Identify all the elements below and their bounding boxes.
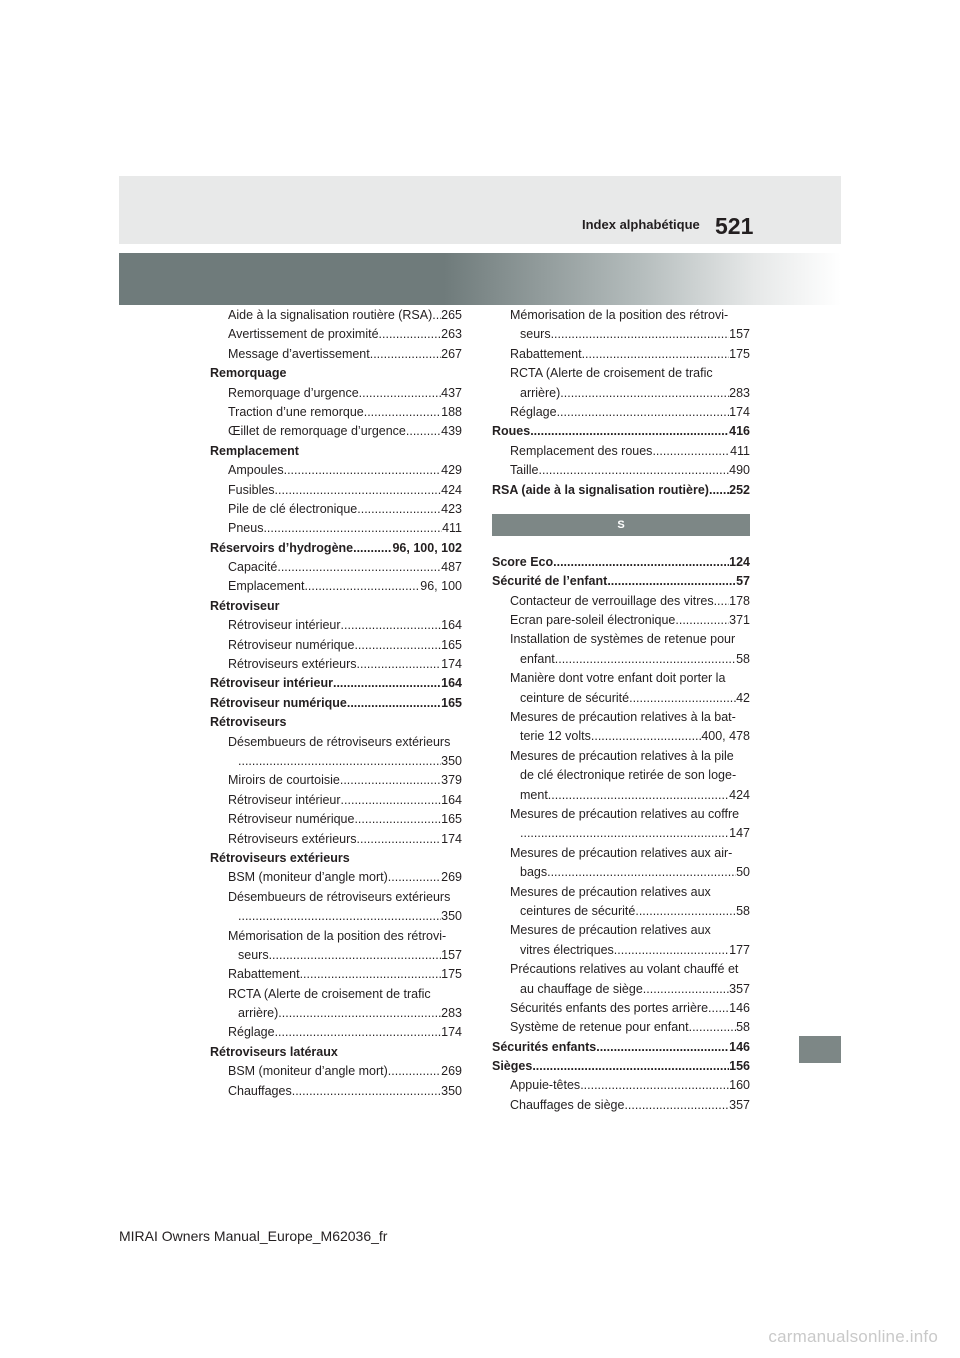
index-page-ref: 429 <box>441 463 462 478</box>
index-heading <box>210 442 462 461</box>
index-entry-text: Rétroviseurs extérieurs <box>228 657 357 672</box>
index-entry <box>492 650 750 669</box>
index-entry <box>492 461 750 480</box>
index-page-ref: 411 <box>442 521 462 536</box>
dot-leader <box>539 461 730 480</box>
index-entry-text: Pile de clé électronique <box>228 501 358 516</box>
dot-leader <box>238 907 441 926</box>
index-entry-text: Rétroviseurs extérieurs <box>228 831 357 846</box>
section-letter-s: S <box>492 514 750 536</box>
index-entry-text: Rétroviseur intérieur <box>228 792 341 807</box>
index-entry-text: Emplacement <box>228 579 305 594</box>
index-heading-text: Rétroviseurs extérieurs <box>210 850 350 865</box>
dot-leader <box>269 946 442 965</box>
index-entry <box>210 830 462 849</box>
index-entry-text: Rabattement <box>228 967 300 982</box>
index-entry-text: Réglage <box>228 1025 275 1040</box>
index-entry-line: Désembueurs de rétroviseurs extérieurs <box>228 734 451 749</box>
index-entry <box>210 791 462 810</box>
index-entry <box>210 558 462 577</box>
index-entry <box>492 999 750 1018</box>
index-page-ref: 174 <box>441 657 462 672</box>
index-page-ref: 269 <box>441 1064 462 1079</box>
index-entry-line: Précautions relatives au volant chauffé et <box>510 962 739 977</box>
index-entry-text: Sécurités enfants des portes arrière <box>510 1000 709 1015</box>
index-page-ref: 350 <box>441 753 462 768</box>
index-entry <box>210 752 462 771</box>
index-page-ref: 379 <box>441 773 462 788</box>
index-entry <box>210 694 462 713</box>
index-entry-text: bags <box>520 865 548 880</box>
index-entry <box>492 689 750 708</box>
index-page-ref: 157 <box>729 327 750 342</box>
index-page-ref: 283 <box>729 385 750 400</box>
index-entry-text: Appuie-têtes <box>510 1078 581 1093</box>
index-entry-text: ment <box>520 787 548 802</box>
dot-leader <box>557 403 730 422</box>
index-entry-line: Mesures de précaution relatives à la bat- <box>510 710 736 725</box>
index-page-ref: 124 <box>729 554 750 569</box>
index-page-ref: 156 <box>729 1059 750 1074</box>
index-entry <box>210 539 462 558</box>
index-entry <box>210 345 462 364</box>
index-entry-text: Taille <box>510 463 539 478</box>
index-entry-text: Rétroviseur numérique <box>228 812 355 827</box>
index-entry <box>492 442 750 461</box>
index-entry <box>492 481 750 500</box>
dot-leader <box>596 1038 729 1057</box>
index-entry <box>210 810 462 829</box>
index-page-ref: 357 <box>729 1097 750 1112</box>
index-entry <box>210 577 462 596</box>
index-entry <box>210 422 462 441</box>
index-page-ref: 350 <box>441 909 462 924</box>
watermark: carmanualsonline.info <box>768 1327 938 1346</box>
index-entry-text: seurs <box>238 947 269 962</box>
index-entry <box>492 1018 750 1037</box>
dot-leader <box>333 674 441 693</box>
index-page-ref: 174 <box>729 404 750 419</box>
index-page-ref: 267 <box>441 346 462 361</box>
index-entry <box>210 325 462 344</box>
dot-leader <box>292 1082 441 1101</box>
index-entry <box>492 863 750 882</box>
dot-leader <box>379 325 442 344</box>
index-entry <box>492 1038 750 1057</box>
dot-leader <box>357 500 441 519</box>
index-entry-text: Miroirs de courtoisie <box>228 773 340 788</box>
index-page-ref: 157 <box>441 947 462 962</box>
index-entry-text: ceinture de sécurité <box>520 690 630 705</box>
index-entry-text: Rétroviseur intérieur <box>210 676 333 691</box>
index-entry-text: Rétroviseur numérique <box>210 695 347 710</box>
index-entry-text: BSM (moniteur d’angle mort) <box>228 1064 388 1079</box>
index-entry-text: Remorquage d’urgence <box>228 385 359 400</box>
dot-leader <box>388 868 441 887</box>
index-entry <box>492 980 750 999</box>
dot-leader <box>591 727 701 746</box>
dot-leader <box>689 1018 737 1037</box>
index-page-ref: 357 <box>729 981 750 996</box>
index-page-ref: 165 <box>441 812 462 827</box>
index-page-ref: 439 <box>441 424 462 439</box>
index-entry <box>492 1076 750 1095</box>
dot-leader <box>614 941 729 960</box>
index-entry-text: Traction d’une remorque <box>228 404 364 419</box>
dot-leader <box>432 306 441 325</box>
index-entry-text: seurs <box>520 327 551 342</box>
index-entry-text: Réservoirs d’hydrogène <box>210 540 354 555</box>
index-entry-text: arrière) <box>520 385 561 400</box>
dot-leader <box>652 442 730 461</box>
dot-leader <box>635 902 736 921</box>
chapter-tab <box>799 1036 841 1063</box>
dot-leader <box>532 1057 729 1076</box>
index-page-ref: 58 <box>736 1020 750 1035</box>
index-entry-text: Œillet de remorquage d’urgence <box>228 424 406 439</box>
index-page-ref: 50 <box>736 865 750 880</box>
index-page-ref: 146 <box>729 1039 750 1054</box>
dot-leader <box>354 810 441 829</box>
index-entry-line: Mesures de précaution relatives aux air- <box>510 845 733 860</box>
index-entry <box>492 1096 750 1115</box>
index-entry-text: Chauffages de siège <box>510 1097 625 1112</box>
index-entry <box>210 616 462 635</box>
index-page-ref: 400, 478 <box>701 729 750 744</box>
dot-leader <box>278 1004 441 1023</box>
index-entry-line: Mesures de précaution relatives aux <box>510 884 711 899</box>
dot-leader <box>353 539 392 558</box>
index-entry-line: Mémorisation de la position des rétrovi- <box>510 308 729 322</box>
dot-leader <box>547 863 736 882</box>
index-page-ref: 188 <box>441 404 462 419</box>
index-entry <box>492 727 750 746</box>
index-page-ref: 174 <box>441 831 462 846</box>
index-page-ref: 58 <box>736 903 750 918</box>
index-entry <box>492 553 750 572</box>
index-page-ref: 283 <box>441 1006 462 1021</box>
index-entry <box>210 655 462 674</box>
index-page-ref: 57 <box>736 574 750 589</box>
dot-leader <box>560 384 729 403</box>
index-entry <box>210 674 462 693</box>
index-entry <box>210 519 462 538</box>
index-entry-line: RCTA (Alerte de croisement de trafic <box>228 986 431 1001</box>
index-entry <box>210 461 462 480</box>
dot-leader <box>300 965 442 984</box>
index-entry-text: ceintures de sécurité <box>520 903 636 918</box>
index-heading <box>210 597 462 616</box>
index-entry <box>210 907 462 926</box>
index-entry <box>210 500 462 519</box>
dot-leader <box>520 824 729 843</box>
index-entry-line: Mesures de précaution relatives aux <box>510 923 711 938</box>
index-entry <box>210 306 462 325</box>
index-entry <box>492 592 750 611</box>
index-page-ref: 164 <box>441 792 462 807</box>
dot-leader <box>275 481 442 500</box>
dot-leader <box>548 786 729 805</box>
index-heading-text: Rétroviseurs <box>210 715 287 730</box>
dot-leader <box>530 422 729 441</box>
index-entry <box>492 1057 750 1076</box>
dot-leader <box>712 481 729 500</box>
index-entry-text: Rétroviseur numérique <box>228 637 355 652</box>
dot-leader <box>364 403 441 422</box>
index-entry-text: enfant <box>520 651 555 666</box>
dot-leader <box>582 345 730 364</box>
index-heading <box>210 849 462 868</box>
index-entry <box>492 384 750 403</box>
index-page-ref: 58 <box>736 651 750 666</box>
index-entry-line: Mémorisation de la position des rétrovi- <box>228 928 447 943</box>
dot-leader <box>359 384 442 403</box>
dot-leader <box>347 694 441 713</box>
index-entry-line: RCTA (Alerte de croisement de trafic <box>510 366 713 381</box>
index-heading-text: Rétroviseur <box>210 598 280 613</box>
index-entry-text: Réglage <box>510 404 557 419</box>
dot-leader <box>629 689 736 708</box>
index-page-ref: 165 <box>441 637 462 652</box>
index-page-ref: 371 <box>729 613 750 628</box>
index-page-ref: 96, 100, 102 <box>392 540 462 555</box>
index-entry-text: vitres électriques <box>520 942 614 957</box>
index-entry-text: arrière) <box>238 1006 279 1021</box>
index-page-ref: 146 <box>729 1000 750 1015</box>
dot-leader <box>406 422 441 441</box>
index-heading-text: Remorquage <box>210 366 287 381</box>
index-entry-line: Installation de systèmes de retenue pour <box>510 632 736 647</box>
index-entry-text: Sièges <box>492 1059 533 1074</box>
header-bar <box>119 253 841 305</box>
index-page-ref: 269 <box>441 870 462 885</box>
index-page-ref: 411 <box>730 443 750 458</box>
index-entry <box>210 946 462 965</box>
index-entry-text: Contacteur de verrouillage des vitres <box>510 593 714 608</box>
index-entry-text: Score Eco <box>492 554 554 569</box>
index-page-ref: 252 <box>729 482 750 497</box>
index-page-ref: 177 <box>729 942 750 957</box>
index-entry-text: Message d’avertissement <box>228 346 370 361</box>
section-title: Index alphabétique <box>582 217 700 232</box>
index-column-right <box>492 306 750 1115</box>
index-column-left <box>210 306 462 1101</box>
dot-leader <box>304 577 420 596</box>
index-entry <box>492 786 750 805</box>
index-entry-line: Mesures de précaution relatives à la pile <box>510 748 734 763</box>
index-entry <box>210 403 462 422</box>
index-page-ref: 490 <box>729 463 750 478</box>
page-number: 521 <box>715 213 754 239</box>
index-entry <box>492 345 750 364</box>
index-entry <box>210 1082 462 1101</box>
index-entry <box>492 422 750 441</box>
index-heading <box>210 364 462 383</box>
index-entry-text: Ampoules <box>228 463 284 478</box>
dot-leader <box>624 1096 729 1115</box>
index-entry <box>492 611 750 630</box>
index-entry <box>492 824 750 843</box>
index-entry <box>210 868 462 887</box>
index-entry <box>492 403 750 422</box>
index-entry-text: Sécurités enfants <box>492 1039 597 1054</box>
index-entry <box>210 1062 462 1081</box>
index-entry-line: Manière dont votre enfant doit porter la <box>510 671 726 686</box>
index-page-ref: 350 <box>441 1083 462 1098</box>
index-entry-text: Fusibles <box>228 482 275 497</box>
dot-leader <box>238 752 441 771</box>
index-page-ref: 423 <box>441 501 462 516</box>
index-entry-text: Avertissement de proximité <box>228 327 379 342</box>
index-entry <box>210 481 462 500</box>
index-page-ref: 160 <box>729 1078 750 1093</box>
index-entry-text: Capacité <box>228 560 278 575</box>
index-page-ref: 265 <box>441 308 462 322</box>
index-entry-text: Remplacement des roues <box>510 443 653 458</box>
dot-leader <box>551 325 730 344</box>
index-page-ref: 147 <box>729 826 750 841</box>
index-entry-text: Aide à la signalisation routière (RSA) <box>228 308 433 322</box>
index-entry-text: RSA (aide à la signalisation routière). <box>492 482 713 497</box>
index-heading-text: Rétroviseurs latéraux <box>210 1044 338 1059</box>
dot-leader <box>580 1076 729 1095</box>
index-page-ref: 174 <box>441 1025 462 1040</box>
index-page-ref: 96, 100 <box>420 579 462 594</box>
index-entry-text: Chauffages <box>228 1083 292 1098</box>
index-entry-text: terie 12 volts <box>520 729 591 744</box>
index-column-right-bottom <box>492 553 750 1115</box>
index-page-ref: 164 <box>441 618 462 633</box>
dot-leader <box>555 650 736 669</box>
dot-leader <box>357 655 442 674</box>
footer-manual-id: MIRAI Owners Manual_Europe_M62036_fr <box>119 1228 388 1244</box>
index-entry <box>210 965 462 984</box>
index-page-ref: 165 <box>441 695 462 710</box>
index-entry-text: Roues <box>492 424 531 439</box>
index-entry <box>210 636 462 655</box>
index-page-ref: 424 <box>441 482 462 497</box>
dot-leader <box>714 592 730 611</box>
dot-leader <box>643 980 729 999</box>
dot-leader <box>284 461 442 480</box>
dot-leader <box>341 616 442 635</box>
index-entry-text: Ecran pare-soleil électronique <box>510 613 676 628</box>
dot-leader <box>341 791 442 810</box>
index-entry-text: Rabattement <box>510 346 582 361</box>
index-page-ref: 487 <box>441 560 462 575</box>
index-entry-text: Pneus <box>228 521 264 536</box>
dot-leader <box>553 553 729 572</box>
index-heading-text: Remplacement <box>210 443 299 458</box>
index-entry-line: Mesures de précaution relatives au coffre <box>510 806 740 821</box>
index-entry-text: Système de retenue pour enfant <box>510 1020 689 1035</box>
index-page-ref: 416 <box>729 424 750 439</box>
dot-leader <box>277 558 441 577</box>
dot-leader <box>388 1062 441 1081</box>
index-column-right-top <box>492 306 750 500</box>
index-entry <box>210 1004 462 1023</box>
index-page-ref: 178 <box>729 593 750 608</box>
dot-leader <box>263 519 442 538</box>
dot-leader <box>354 636 441 655</box>
index-entry-text: Sécurité de l’enfant <box>492 574 608 589</box>
index-page-ref: 424 <box>729 787 750 802</box>
index-entry-line: Désembueurs de rétroviseurs extérieurs <box>228 889 451 904</box>
index-heading <box>210 1043 462 1062</box>
index-entry <box>210 771 462 790</box>
index-page-ref: 164 <box>441 676 462 691</box>
index-page-ref: 175 <box>729 346 750 361</box>
index-entry <box>492 572 750 591</box>
index-entry-line: de clé électronique retirée de son loge- <box>520 768 737 783</box>
index-entry <box>492 325 750 344</box>
index-entry <box>492 941 750 960</box>
index-entry <box>492 902 750 921</box>
dot-leader <box>357 830 442 849</box>
index-entry <box>210 1023 462 1042</box>
dot-leader <box>607 572 736 591</box>
index-page-ref: 175 <box>441 967 462 982</box>
dot-leader <box>370 345 441 364</box>
index-page-ref: 263 <box>441 327 462 342</box>
dot-leader <box>675 611 729 630</box>
index-entry-text: Rétroviseur intérieur <box>228 618 341 633</box>
index-heading <box>210 713 462 732</box>
dot-leader <box>275 1023 442 1042</box>
index-entry-text: BSM (moniteur d’angle mort) <box>228 870 388 885</box>
dot-leader <box>708 999 729 1018</box>
index-entry <box>210 384 462 403</box>
index-page-ref: 437 <box>441 385 462 400</box>
dot-leader <box>340 771 441 790</box>
index-entry-text: au chauffage de siège <box>520 981 643 996</box>
index-page-ref: 42 <box>736 690 750 705</box>
